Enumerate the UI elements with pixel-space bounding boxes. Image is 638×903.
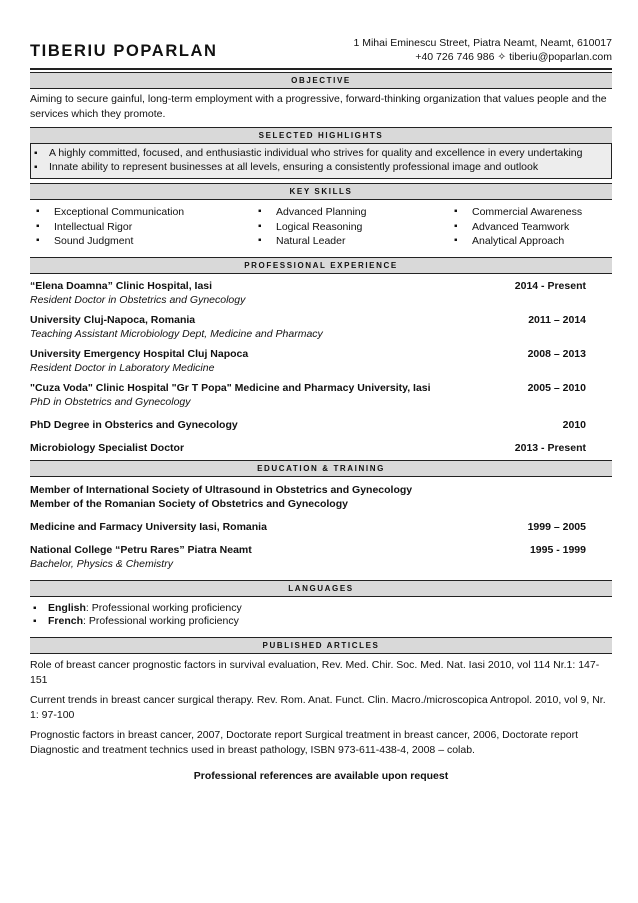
experience-dates: 2010 xyxy=(562,418,586,431)
experience-org: University Cluj-Napoca, Romania xyxy=(30,313,196,326)
address: 1 Mihai Eminescu Street, Piatra Neamt, Neamt, 610017 xyxy=(353,37,612,49)
list-item: ▪ Advanced Planning xyxy=(252,205,448,220)
experience-heading xyxy=(30,257,612,274)
header-rule xyxy=(30,68,612,70)
separator-icon: ✧ xyxy=(497,50,507,63)
list-item: ▪ Advanced Teamwork xyxy=(448,220,608,235)
list-item: ▪ Sound Judgment xyxy=(30,234,252,249)
experience-item xyxy=(30,276,612,310)
list-item xyxy=(30,615,612,629)
education-list xyxy=(30,477,612,574)
experience-item xyxy=(30,310,612,344)
list-item xyxy=(30,602,612,616)
articles-list xyxy=(30,654,612,761)
education-org: National College “Petru Rares” Piatra Neamt xyxy=(30,543,252,556)
experience-org: PhD Degree in Obsterics and Gynecology xyxy=(30,418,238,431)
list-item: ▪ Analytical Approach xyxy=(448,234,608,249)
languages-title: LANGUAGES xyxy=(288,583,354,593)
experience-role: Resident Doctor in Laboratory Medicine xyxy=(30,361,215,374)
experience-item xyxy=(30,378,612,412)
list-item: ▪ Commercial Awareness xyxy=(448,205,608,220)
skills-column-1 xyxy=(30,205,252,249)
experience-item xyxy=(30,344,612,378)
article-item: Current trends in breast cancer surgical therapy. Rev. Rom. Anat. Funct. Clin. Macro./microscopica Antropol. 2010, vol 9, Nr. 1: 97-100 xyxy=(30,693,606,721)
experience-dates: 2005 – 2010 xyxy=(527,381,586,394)
skills-column-3 xyxy=(448,205,608,249)
list-item: ▪ Logical Reasoning xyxy=(252,220,448,235)
contact-info xyxy=(353,37,612,64)
article-item: Role of breast cancer prognostic factors in survival evaluation, Rev. Med. Chir. Soc. Med. Nat. Iasi 2010, vol 114 Nr.1: 147-151 xyxy=(30,658,600,686)
experience-list xyxy=(30,274,612,458)
language-level: : Professional working proficiency xyxy=(85,601,242,614)
experience-org: “Elena Doamna” Clinic Hospital, Iasi xyxy=(30,279,213,292)
languages-heading xyxy=(30,580,612,597)
objective-text: Aiming to secure gainful, long-term employment with a progressive, forward-thinking organization that values people and the services which they promote. xyxy=(30,93,607,120)
skills-column-2 xyxy=(252,205,448,249)
experience-role: Resident Doctor in Obstetrics and Gynecology xyxy=(30,293,246,306)
highlights-heading xyxy=(30,127,612,144)
highlights-title: SELECTED HIGHLIGHTS xyxy=(258,131,384,140)
articles-title: PUBLISHED ARTICLES xyxy=(262,640,380,650)
email-link[interactable]: tiberiu@poparlan.com xyxy=(509,50,612,63)
languages-list xyxy=(30,597,612,635)
experience-org: "Cuza Voda" Clinic Hospital "Gr T Popa" Medicine and Pharmacy University, Iasi xyxy=(30,381,431,394)
education-item xyxy=(30,514,612,537)
education-detail: Bachelor, Physics & Chemistry xyxy=(30,557,173,570)
experience-title: PROFESSIONAL EXPERIENCE xyxy=(244,260,398,270)
experience-item xyxy=(30,412,612,435)
education-org: Medicine and Farmacy University Iasi, Romania xyxy=(30,520,267,533)
membership-item: Member of International Society of Ultrasound in Obstetrics and Gynecology xyxy=(30,483,413,496)
name-text: TIBERIU POPARLAN xyxy=(30,42,218,60)
phone: +40 726 746 986 xyxy=(415,50,495,63)
experience-dates: 2011 – 2014 xyxy=(528,313,586,326)
language-name: French xyxy=(48,615,84,627)
resume-page xyxy=(30,34,612,787)
skills-heading xyxy=(30,183,612,200)
experience-dates: 2008 – 2013 xyxy=(527,347,586,360)
list-item: ▪ Exceptional Communication xyxy=(30,205,252,220)
experience-role: Teaching Assistant Microbiology Dept, Medicine and Pharmacy xyxy=(30,327,323,340)
objective-title: OBJECTIVE xyxy=(291,76,351,85)
references-note: Professional references are available upon request xyxy=(193,769,449,782)
language-name: English xyxy=(48,601,86,614)
experience-role: PhD in Obstetrics and Gynecology xyxy=(30,395,191,408)
list-item: ▪ Innate ability to represent businesses at all levels, ensuring a consistently professional image and outlook xyxy=(31,161,611,175)
experience-item xyxy=(30,435,612,458)
experience-dates: 2013 - Present xyxy=(514,441,586,454)
education-title: EDUCATION & TRAINING xyxy=(257,463,385,473)
membership-item: Member of the Romanian Society of Obstetrics and Gynecology xyxy=(30,497,348,510)
skills-title: KEY SKILLS xyxy=(289,187,353,196)
experience-org: University Emergency Hospital Cluj Napoca xyxy=(30,347,249,360)
education-heading xyxy=(30,460,612,477)
phone-email-line xyxy=(353,51,612,65)
articles-heading xyxy=(30,637,612,654)
language-level: : Professional working proficiency xyxy=(83,615,239,627)
header xyxy=(30,34,612,68)
experience-org: Microbiology Specialist Doctor xyxy=(30,441,185,454)
list-item: ▪ Intellectual Rigor xyxy=(30,220,252,235)
list-item: ▪ A highly committed, focused, and enthusiastic individual who strives for quality and excellence in every undertaking xyxy=(31,147,611,161)
education-dates: 1999 – 2005 xyxy=(527,520,586,533)
article-item: Prognostic factors in breast cancer, 2007, Doctorate report Surgical treatment in breast cancer, 2006, Doctorate report Diagnostic and treatment technics used in breast pathology, ISBN 973-611-438-4, 2008 – colab. xyxy=(30,728,579,756)
experience-dates: 2014 - Present xyxy=(514,279,586,292)
membership-block xyxy=(30,480,612,514)
list-item: ▪ Natural Leader xyxy=(252,234,448,249)
highlights-list xyxy=(30,144,612,179)
education-item xyxy=(30,537,612,574)
skills-grid xyxy=(30,200,612,255)
objective-heading xyxy=(30,72,612,89)
candidate-name xyxy=(30,42,218,61)
education-dates: 1995 - 1999 xyxy=(529,543,586,556)
